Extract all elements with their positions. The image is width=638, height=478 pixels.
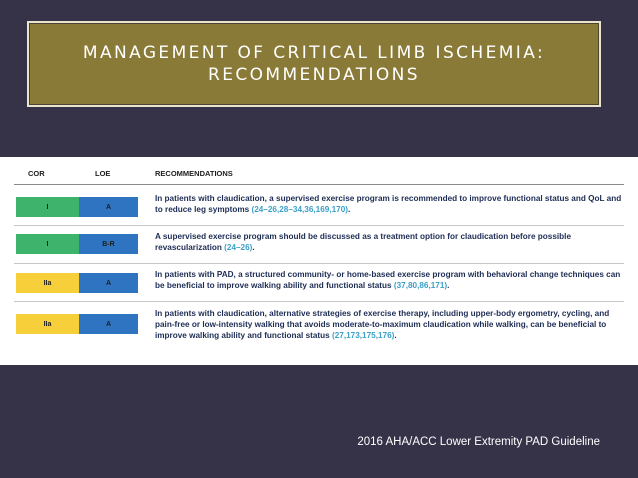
rec-references: (24–26,28–34,36,169,170) [251, 205, 348, 214]
loe-cell: A [79, 314, 138, 334]
guideline-source-footer: 2016 AHA/ACC Lower Extremity PAD Guideline [357, 436, 600, 448]
slide-title-box [27, 21, 601, 107]
rec-references: (24–26) [224, 243, 253, 252]
recommendations-table [0, 157, 638, 365]
rec-body: In patients with claudication, alternative strategies of exercise therapy, including upper-body ergometry, cycling, and pain-free or low-intensity walking that avoids moderate-to-maximum claudication while walking, can be beneficial to improve walking ability and functional status [155, 309, 610, 340]
slide-title-line-1: MANAGEMENT OF CRITICAL LIMB ISCHEMIA: [82, 43, 546, 63]
rec-body: In patients with PAD, a structured community- or home-based exercise program with behavioral change techniques can be beneficial to improve walking ability and functional status [155, 270, 621, 290]
loe-cell: A [79, 273, 138, 293]
loe-cell: B-R [79, 234, 138, 254]
recommendation-text [155, 308, 625, 341]
rec-references: (27,173,175,176) [331, 331, 395, 340]
rec-body: In patients with claudication, a supervised exercise program is recommended to improve functional status and QoL and to reduce leg symptoms [155, 194, 622, 214]
row-divider [14, 301, 624, 302]
cor-cell: IIa [16, 314, 79, 334]
row-divider [14, 263, 624, 264]
loe-cell: A [79, 197, 138, 217]
recommendation-text [155, 269, 625, 291]
rec-references: (37,80,86,171) [393, 281, 448, 290]
rec-body: A supervised exercise program should be discussed as a treatment option for claudication before possible revascularization [155, 232, 572, 252]
header-recommendations: RECOMMENDATIONS [155, 169, 233, 178]
header-divider [14, 184, 624, 185]
recommendation-text [155, 231, 625, 253]
cor-cell: I [16, 234, 79, 254]
rec-end: . [447, 281, 450, 290]
row-divider [14, 225, 624, 226]
table-header [0, 169, 638, 183]
rec-end: . [347, 205, 351, 214]
cor-cell: I [16, 197, 79, 217]
rec-end: . [252, 243, 255, 252]
rec-end: . [394, 331, 397, 340]
slide-title-line-2: RECOMMENDATIONS [208, 65, 420, 85]
recommendation-text [155, 193, 625, 215]
cor-cell: IIa [16, 273, 79, 293]
header-cor: COR [28, 169, 45, 178]
header-loe: LOE [95, 169, 111, 178]
